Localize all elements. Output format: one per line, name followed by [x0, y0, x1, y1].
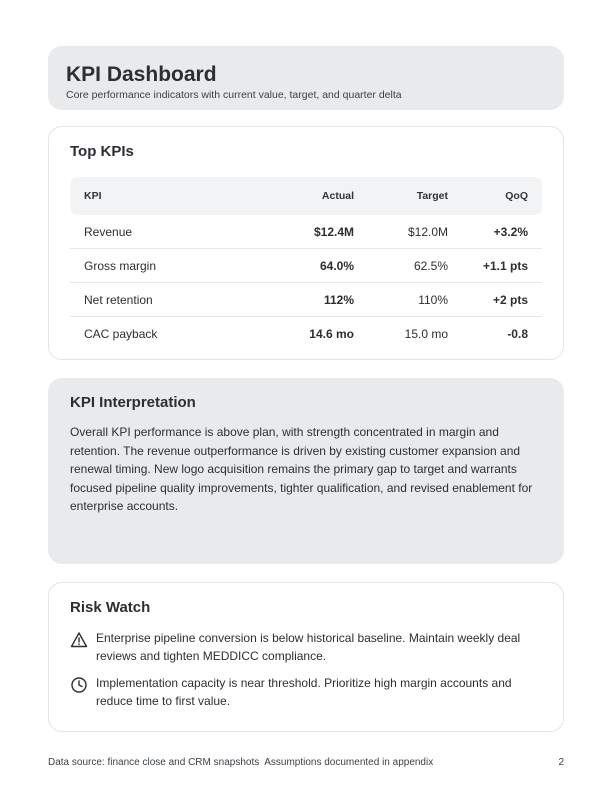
column-header-qoq: QoQ	[448, 177, 542, 215]
kpi-qoq: +3.2%	[448, 215, 542, 249]
kpi-table-header	[70, 177, 542, 215]
page-title: KPI Dashboard	[66, 63, 217, 86]
footer-source: Data source: finance close and CRM snapshots Assumptions documented in appendix	[48, 757, 434, 768]
clock-icon	[70, 676, 88, 694]
kpi-actual: $12.4M	[284, 215, 354, 249]
kpi-name: Net retention	[70, 283, 284, 317]
table-row	[70, 283, 542, 317]
kpi-target: 15.0 mo	[404, 326, 448, 341]
kpi-target: $12.0M	[354, 215, 448, 249]
column-header-actual: Actual	[284, 177, 354, 215]
risk-watch-title: Risk Watch	[70, 599, 151, 616]
risk-item	[70, 630, 542, 665]
kpi-target: 110%	[354, 283, 448, 317]
top-kpis-card	[48, 126, 564, 360]
kpi-actual: 112%	[284, 283, 354, 317]
page-header	[48, 46, 564, 110]
table-row	[70, 249, 542, 283]
page-footer	[48, 757, 564, 768]
kpi-qoq: +1.1 pts	[448, 249, 542, 283]
kpi-qoq: +2 pts	[448, 283, 542, 317]
warning-icon	[70, 631, 88, 649]
kpi-target: 62.5%	[354, 249, 448, 283]
column-header-kpi: KPI	[70, 177, 284, 215]
risk-item	[70, 675, 542, 710]
risk-watch-card	[48, 582, 564, 732]
kpi-name: CAC payback	[84, 326, 158, 341]
kpi-actual: 64.0%	[284, 249, 354, 283]
kpi-table	[70, 177, 542, 350]
kpi-actual: 14.6 mo	[309, 326, 354, 341]
risk-item-text: Implementation capacity is near threshold. Prioritize high margin accounts and reduce time to first value.	[96, 676, 512, 708]
kpi-interpretation-panel	[48, 378, 564, 564]
kpi-qoq: -0.8	[507, 326, 528, 341]
top-kpis-title: Top KPIs	[70, 143, 134, 160]
kpi-name: Gross margin	[70, 249, 284, 283]
interpretation-title: KPI Interpretation	[70, 394, 196, 411]
interpretation-body: Overall KPI performance is above plan, with strength concentrated in margin and retention. The revenue outperformance is driven by existing customer expansion and renewal timing. New logo acquisition remains the primary gap to target and warrants focused pipeline quality improvements, tighter qualification, and revised enablement for enterprise accounts.	[70, 425, 533, 514]
table-row	[70, 317, 542, 351]
table-row	[70, 215, 542, 249]
risk-item-text: Enterprise pipeline conversion is below historical baseline. Maintain weekly deal reviews and tighten MEDDICC compliance.	[96, 631, 521, 663]
column-header-target: Target	[354, 177, 448, 215]
page-subtitle: Core performance indicators with current value, target, and quarter delta	[66, 89, 402, 101]
kpi-name: Revenue	[70, 215, 284, 249]
page-number: 2	[558, 757, 564, 768]
